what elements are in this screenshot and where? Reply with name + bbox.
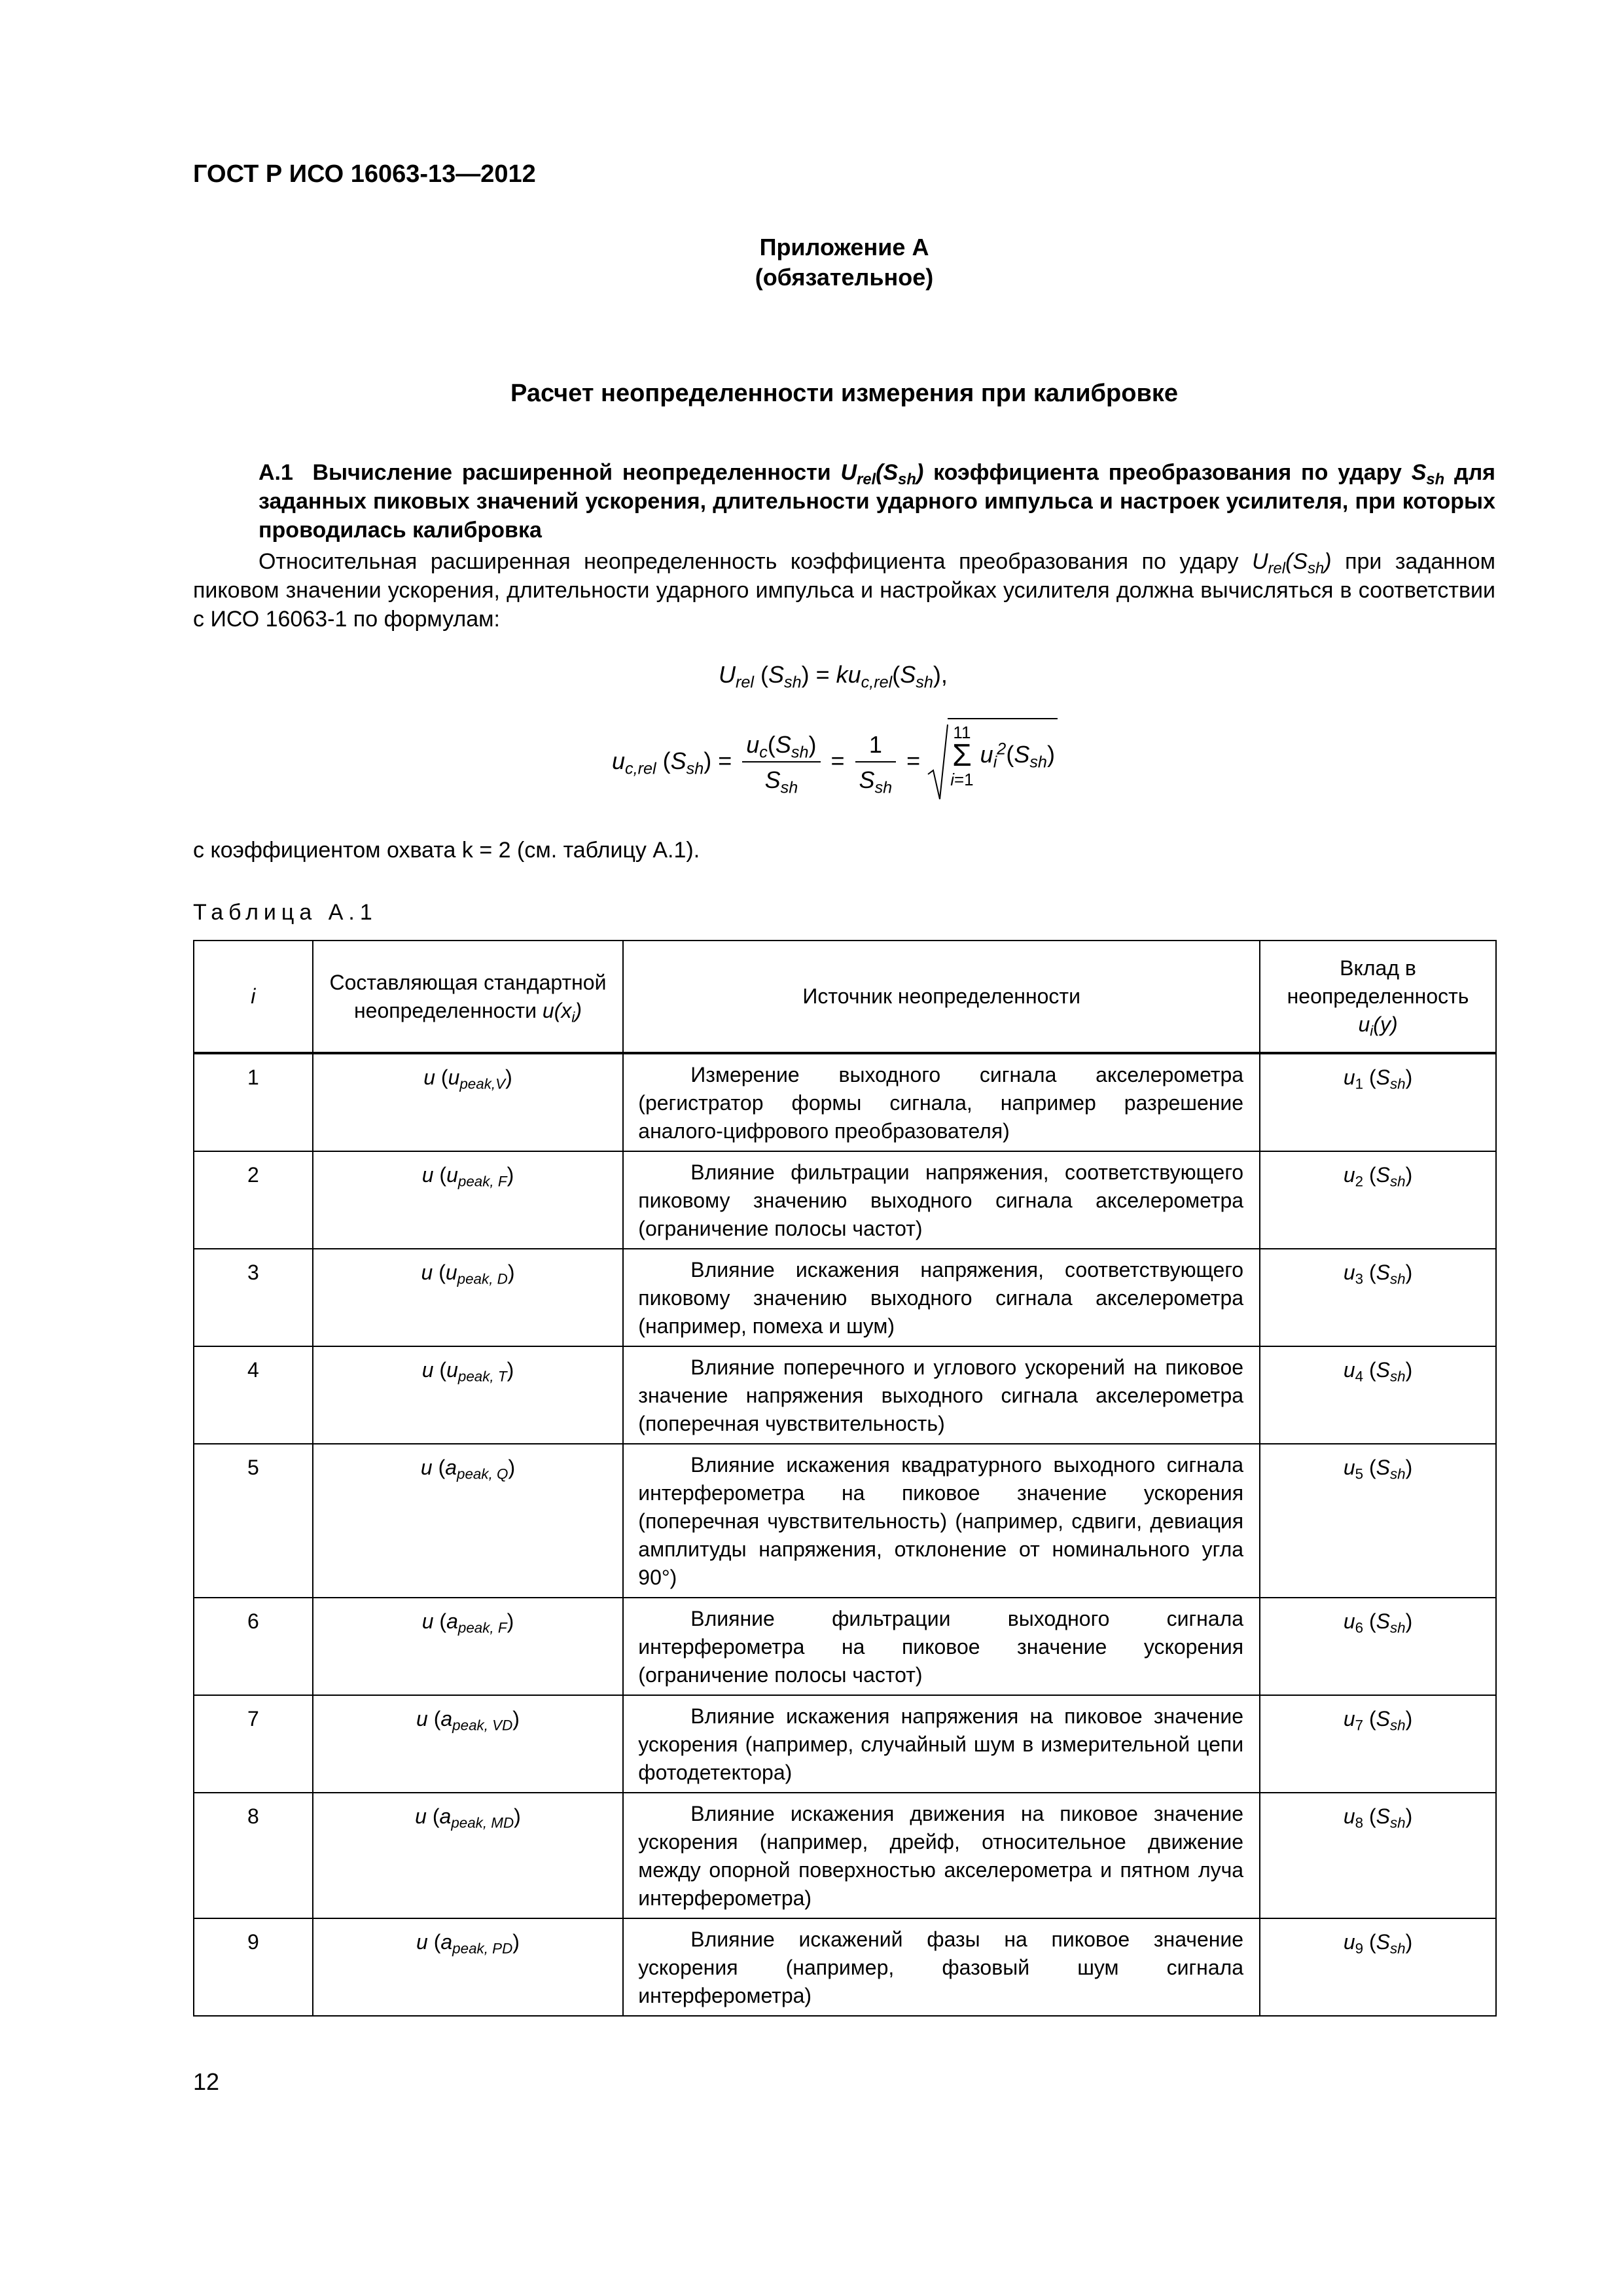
row-contribution: $u_2$ $(S_{sh})$ [1260,1151,1496,1249]
table-row [194,1598,1496,1695]
row-index: 8 [194,1793,313,1918]
row-contribution: $u_9$ $(S_{sh})$ [1260,1918,1496,2016]
fraction-one-ssh: $\frac{1}{S_{sh}}$ [855,731,897,794]
section-title-part2: коэффициента преобразования по удару [933,460,1402,485]
row-component: u $(a_{peak, MD})$ [313,1793,624,1918]
row-index: 7 [194,1695,313,1793]
page-number: 12 [193,2068,220,2095]
row-index: 1 [194,1053,313,1151]
table-row [194,1444,1496,1598]
row-source: Влияние фильтрации выходного сигнала интерферометра на пиковое значение ускорения (ограничение полосы частот) [623,1598,1260,1695]
header-contribution: Вклад в неопределенность $u_i(y)$ [1260,941,1496,1053]
formula-combined-uncertainty: $u_{c,rel}$ $(S_{sh})$ = $\frac{u_c(S_{sh})}{S_{sh}}$ = $\frac{1}{S_{sh}}$ = 11 Σ i=1 $u_i^2(S_{sh})$ [612,723,1058,802]
table-row [194,1249,1496,1346]
row-contribution: $u_5$ $(S_{sh})$ [1260,1444,1496,1598]
document-header: ГОСТ Р ИСО 16063-13—2012 [193,160,536,188]
header-component: Составляющая стандартной неопределенности $u(x_i)$ [313,941,624,1053]
symbol-ssh: $S_{sh}$ [1411,460,1445,489]
row-component: u $(a_{peak, F})$ [313,1598,624,1695]
section-number: А.1 [259,460,293,485]
symbol-urel-ssh: $U_{rel}(S_{sh})$ [840,460,924,489]
row-index: 4 [194,1346,313,1444]
row-index: 3 [194,1249,313,1346]
annex-title: Приложение А [759,234,929,260]
row-contribution: $u_1$ $(S_{sh})$ [1260,1053,1496,1151]
row-contribution: $u_4$ $(S_{sh})$ [1260,1346,1496,1444]
row-contribution: $u_6$ $(S_{sh})$ [1260,1598,1496,1695]
row-source: Влияние искажения напряжения, соответствующего пиковому значению выходного сигнала акселерометра (например, помеха и шум) [623,1249,1260,1346]
intro-paragraph: Относительная расширенная неопределенность коэффициента преобразования по удару $U_{rel}(S_{sh})$ при заданном пиковом значении ускорения, длительности ударного импульса и настройках усилителя должна вычисляться в соответствии с ИСО 16063-1 по формулам: [193,549,1495,632]
row-source: Влияние искажения квадратурного выходного сигнала интерферометра на пиковое значение ускорения (поперечная чувствительность) (например, сдвиги, девиация амплитуды напряжения, отклонение от номинального угла 90°) [623,1444,1260,1598]
row-contribution: $u_7$ $(S_{sh})$ [1260,1695,1496,1793]
row-index: 6 [194,1598,313,1695]
coverage-factor-text: с коэффициентом охвата k = 2 (см. таблицу А.1). [193,838,700,863]
table-row [194,1346,1496,1444]
table-row [194,1793,1496,1918]
summation: 11 Σ i=1 [950,723,974,789]
table-row [194,1695,1496,1793]
row-component: u $(u_{peak, T})$ [313,1346,624,1444]
table-row [194,1151,1496,1249]
table-caption: Таблица А.1 [193,900,378,925]
row-component: u $(u_{peak, F})$ [313,1151,624,1249]
table-row [194,1918,1496,2016]
row-source: Влияние искажения напряжения на пиковое значение ускорения (например, случайный шум в измерительной цепи фотодетектора) [623,1695,1260,1793]
section-title-part3: для заданных пиковых значений ускорения, длительности ударного импульса и настроек усилителя, при которых проводилась калибровка [259,460,1496,543]
row-source: Влияние поперечного и углового ускорений на пиковое значение напряжения выходного сигнала акселерометра (поперечная чувствительность) [623,1346,1260,1444]
row-component: u $(u_{peak, D})$ [313,1249,624,1346]
formula-expanded-uncertainty: $U_{rel}$ $(S_{sh}) = ku_{c,rel}(S_{sh})$, [719,661,948,692]
row-source: Влияние фильтрации напряжения, соответствующего пиковому значению выходного сигнала акселерометра (ограничение полосы частот) [623,1151,1260,1249]
square-root: 11 Σ i=1 $u_i^2(S_{sh})$ [927,723,1058,802]
row-source: Влияние искажения движения на пиковое значение ускорения (например, дрейф, относительное движение между опорной поверхностью акселерометра и пятном луча интерферометра) [623,1793,1260,1918]
row-contribution: $u_8$ $(S_{sh})$ [1260,1793,1496,1918]
section-title-part1: Вычисление расширенной неопределенности [312,460,831,485]
section-heading [193,458,1495,545]
row-source: Измерение выходного сигнала акселерометра (регистратор формы сигнала, например разрешение аналого-цифрового преобразователя) [623,1053,1260,1151]
annex-status: (обязательное) [755,264,934,291]
annex-main-title: Расчет неопределенности измерения при калибровке [510,380,1178,407]
row-contribution: $u_3$ $(S_{sh})$ [1260,1249,1496,1346]
header-i: i [194,941,313,1053]
row-index: 9 [194,1918,313,2016]
symbol-urel-ssh: $U_{rel}(S_{sh})$ [1252,549,1332,578]
row-component: u $(a_{peak, PD})$ [313,1918,624,2016]
annex-heading [0,232,1623,293]
table-row [194,1053,1496,1151]
row-index: 2 [194,1151,313,1249]
uncertainty-table [193,940,1497,2017]
row-component: u $(a_{peak, VD})$ [313,1695,624,1793]
row-component: u $(u_{peak,V})$ [313,1053,624,1151]
header-source: Источник неопределенности [623,941,1260,1053]
table-header-row [194,941,1496,1053]
row-index: 5 [194,1444,313,1598]
radical-sign-icon [927,723,949,802]
row-source: Влияние искажений фазы на пиковое значение ускорения (например, фазовый шум сигнала интерферометра) [623,1918,1260,2016]
fraction-uc-ssh: $\frac{u_c(S_{sh})}{S_{sh}}$ [742,731,820,794]
row-component: u $(a_{peak, Q})$ [313,1444,624,1598]
